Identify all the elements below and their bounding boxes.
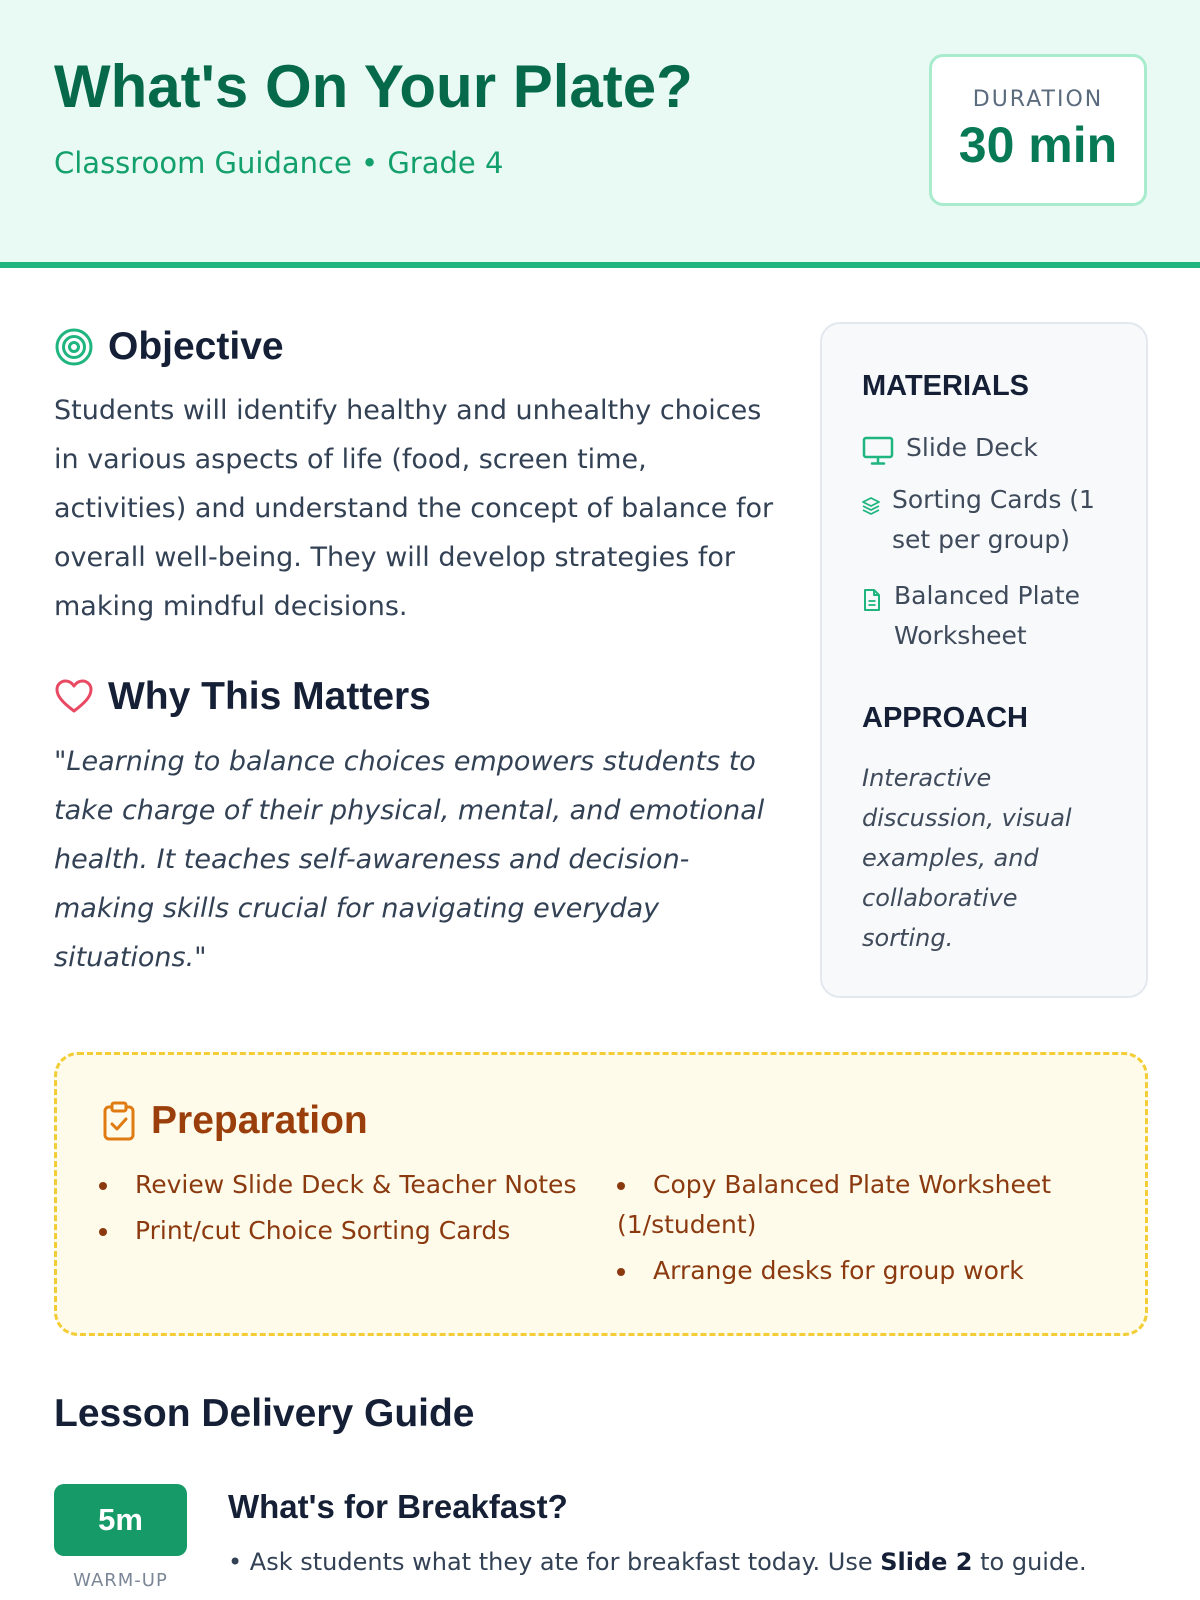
preparation-heading (101, 1099, 368, 1143)
objective-text: Students will identify healthy and unhealthy choices in various aspects of life (food, screen time, activities) and understand the concept of balance for overall well-being. They will develop strategies for making mindful decisions. (54, 395, 774, 622)
objective-heading (54, 325, 284, 369)
duration-label: DURATION (972, 87, 1104, 112)
step-text: • Ask students what they ate for breakfast today. Use (228, 1548, 881, 1576)
approach-title: APPROACH (862, 702, 1028, 734)
page-title: What's On Your Plate? (54, 53, 693, 120)
material-item (862, 428, 1132, 478)
layers-icon (862, 488, 880, 528)
material-item (862, 576, 1132, 656)
why-title: Why This Matters (108, 675, 431, 718)
document-icon (862, 584, 882, 624)
preparation-title: Preparation (151, 1099, 368, 1142)
step-title: What's for Breakfast? (228, 1488, 568, 1525)
material-label: Balanced Plate Worksheet (894, 581, 1081, 650)
material-label: Slide Deck (906, 433, 1038, 462)
why-heading (54, 675, 431, 719)
list-item: Copy Balanced Plate Worksheet (1/student) (617, 1165, 1087, 1245)
list-item: Arrange desks for group work (617, 1251, 1087, 1291)
materials-title: MATERIALS (862, 370, 1030, 402)
lesson-header (0, 0, 1200, 268)
duration-value: 30 min (958, 117, 1118, 173)
preparation-list-left (99, 1165, 579, 1257)
preparation-box (54, 1052, 1148, 1336)
materials-card (820, 322, 1148, 998)
heart-icon (54, 677, 94, 717)
phase-label: WARM-UP (73, 1570, 168, 1591)
preparation-list-right (617, 1165, 1087, 1297)
material-label: Sorting Cards (1 set per group) (892, 485, 1095, 554)
objective-title: Objective (108, 325, 284, 368)
delivery-title: Lesson Delivery Guide (54, 1392, 475, 1435)
list-item: Review Slide Deck & Teacher Notes (99, 1165, 579, 1205)
monitor-icon (862, 436, 894, 478)
clipboard-check-icon (101, 1101, 137, 1141)
list-item: Print/cut Choice Sorting Cards (99, 1211, 579, 1251)
material-item (862, 480, 1132, 560)
approach-text: Interactive discussion, visual examples, and collaborative sorting. (862, 764, 1072, 952)
step-text-end: to guide. (972, 1548, 1087, 1576)
duration-card (929, 54, 1147, 206)
page-subtitle: Classroom Guidance • Grade 4 (54, 146, 504, 180)
step-instruction (228, 1548, 1087, 1576)
slide-reference: Slide 2 (880, 1548, 973, 1576)
time-badge: 5m (54, 1484, 187, 1556)
why-quote: "Learning to balance choices empowers students to take charge of their physical, mental, and emotional health. It teaches self-awareness and decision-making skills crucial for navigating everyday situations." (54, 746, 765, 973)
target-icon (54, 327, 94, 367)
